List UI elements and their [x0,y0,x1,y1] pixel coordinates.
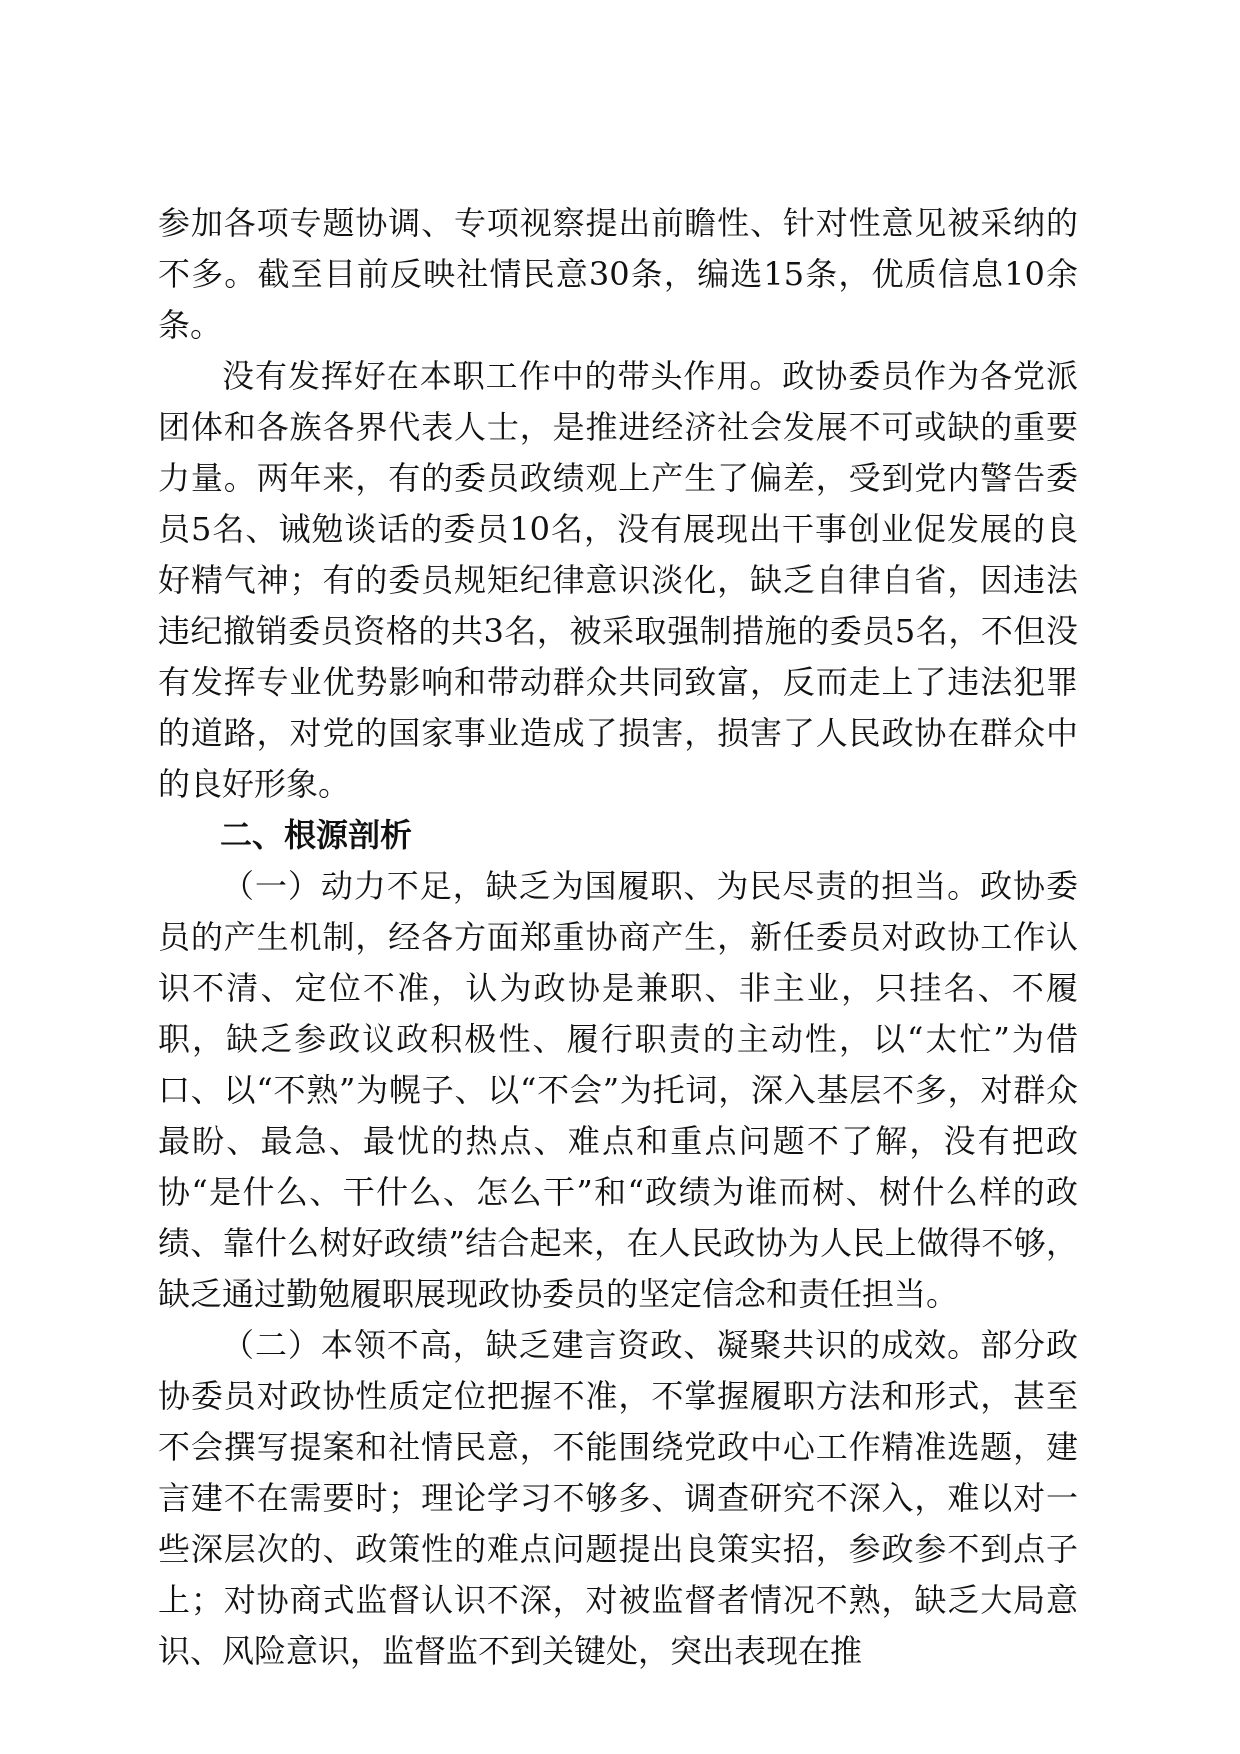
paragraph-leading-role: 没有发挥好在本职工作中的带头作用。政协委员作为各党派团体和各族各界代表人士，是推进经济社会发展不可或缺的重要力量。两年来，有的委员政绩观上产生了偏差，受到党内警告委员5名、诫勉谈话的委员10名，没有展现出干事创业促发展的良好精气神；有的委员规矩纪律意识淡化，缺乏自律自省，因违法违纪撤销委员资格的共3名，被采取强制措施的委员5名，不但没有发挥专业优势影响和带动群众共同致富，反而走上了违法犯罪的道路，对党的国家事业造成了损害，损害了人民政协在群众中的良好形象。 [158,357,1078,803]
paragraph-continuation: 参加各项专题协调、专项视察提出前瞻性、针对性意见被采纳的不多。截至目前反映社情民意30条，编选15条，优质信息10余条。 [158,204,1078,344]
section-heading: 二、根源剖析 [220,816,413,854]
paragraph-analysis-2: （二）本领不高，缺乏建言资政、凝聚共识的成效。部分政协委员对政协性质定位把握不准，不掌握履职方法和形式，甚至不会撰写提案和社情民意，不能围绕党政中心工作精准选题，建言建不在需要时；理论学习不够多、调查研究不深入，难以对一些深层次的、政策性的难点问题提出良策实招，参政参不到点子上；对协商式监督认识不深，对被监督者情况不熟，缺乏大局意识、风险意识，监督监不到关键处，突出表现在推 [158,1326,1078,1670]
paragraph-analysis-1: （一）动力不足，缺乏为国履职、为民尽责的担当。政协委员的产生机制，经各方面郑重协商产生，新任委员对政协工作认识不清、定位不准，认为政协是兼职、非主业，只挂名、不履职，缺乏参政议政积极性、履行职责的主动性，以“太忙”为借口、以“不熟”为幌子、以“不会”为托词，深入基层不多，对群众最盼、最急、最忧的热点、难点和重点问题不了解，没有把政协“是什么、干什么、怎么干”和“政绩为谁而树、树什么样的政绩、靠什么树好政绩”结合起来，在人民政协为人民上做得不够，缺乏通过勤勉履职展现政协委员的坚定信念和责任担当。 [158,867,1078,1313]
document-body [158,198,1078,1677]
